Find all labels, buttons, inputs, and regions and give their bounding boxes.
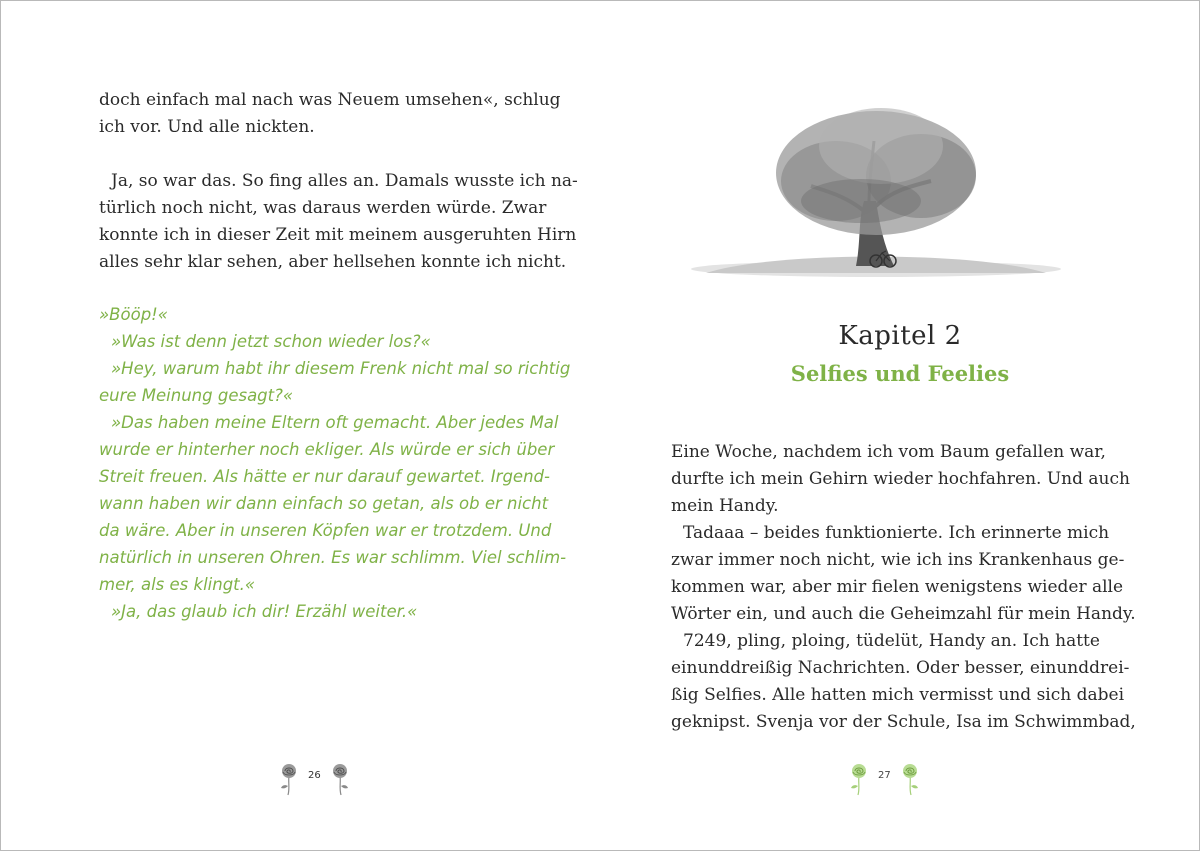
- chapter-title: Selfies und Feelies: [790, 361, 1010, 386]
- text-line: durfte ich mein Gehirn wieder hochfahren. Und auch: [671, 469, 1130, 489]
- text-line: mein Handy.: [671, 496, 779, 516]
- rose-icon: [847, 762, 871, 796]
- dialogue-line: mer, als es klingt.«: [99, 575, 256, 594]
- right-page: [601, 1, 1199, 850]
- dialogue-line: da wäre. Aber in unseren Köpfen war er trotzdem. Und: [99, 521, 552, 540]
- text-line: doch einfach mal nach was Neuem umsehen«, schlug: [99, 90, 561, 110]
- page-folio: [847, 761, 922, 797]
- dialogue-line: wurde er hinterher noch ekliger. Als würde er sich über: [99, 440, 555, 459]
- text-line: einunddreißig Nachrichten. Oder besser, einunddrei-: [671, 658, 1130, 678]
- dialogue-line: Streit freuen. Als hätte er nur darauf gewartet. Irgend-: [99, 467, 550, 486]
- rose-icon: [277, 762, 301, 796]
- page-number: 26: [308, 769, 321, 781]
- text-line: Eine Woche, nachdem ich vom Baum gefallen war,: [671, 442, 1106, 462]
- dialogue-line: »Hey, warum habt ihr diesem Frenk nicht mal so richtig: [111, 359, 571, 378]
- text-line: geknipst. Svenja vor der Schule, Isa im Schwimmbad,: [671, 712, 1136, 732]
- rose-icon: [328, 762, 352, 796]
- dialogue-line: natürlich in unseren Ohren. Es war schlimm. Viel schlim-: [99, 548, 567, 567]
- text-line: ich vor. Und alle nickten.: [99, 117, 315, 137]
- text-line: 7249, pling, ploing, tüdelüt, Handy an. Ich hatte: [683, 631, 1100, 651]
- chapter-label: Kapitel 2: [838, 321, 962, 351]
- dialogue-line: »Das haben meine Eltern oft gemacht. Aber jedes Mal: [111, 413, 559, 432]
- dialogue-line: »Was ist denn jetzt schon wieder los?«: [111, 332, 431, 351]
- page-number: 27: [878, 769, 891, 781]
- text-line: kommen war, aber mir fielen wenigstens wieder alle: [671, 577, 1124, 597]
- text-line: konnte ich in dieser Zeit mit meinem ausgeruhten Hirn: [99, 225, 577, 245]
- text-line: alles sehr klar sehen, aber hellsehen konnte ich nicht.: [99, 252, 567, 272]
- dialogue-line: »Bööp!«: [99, 305, 168, 324]
- text-line: zwar immer noch nicht, wie ich ins Krankenhaus ge-: [671, 550, 1125, 570]
- rose-icon: [898, 762, 922, 796]
- dialogue-line: wann haben wir dann einfach so getan, als ob er nicht: [99, 494, 549, 513]
- tree-with-bicycle-illustration: [686, 91, 1066, 281]
- text-line: Ja, so war das. So fing alles an. Damals wusste ich na-: [111, 171, 578, 191]
- text-line: ßig Selfies. Alle hatten mich vermisst und sich dabei: [671, 685, 1125, 705]
- dialogue-line: »Ja, das glaub ich dir! Erzähl weiter.«: [111, 602, 418, 621]
- left-page: [1, 1, 601, 850]
- text-line: Wörter ein, und auch die Geheimzahl für mein Handy.: [671, 604, 1136, 624]
- text-line: türlich noch nicht, was daraus werden würde. Zwar: [99, 198, 547, 218]
- text-line: Tadaaa – beides funktionierte. Ich erinnerte mich: [683, 523, 1110, 543]
- page-folio: [277, 761, 352, 797]
- dialogue-line: eure Meinung gesagt?«: [99, 386, 294, 405]
